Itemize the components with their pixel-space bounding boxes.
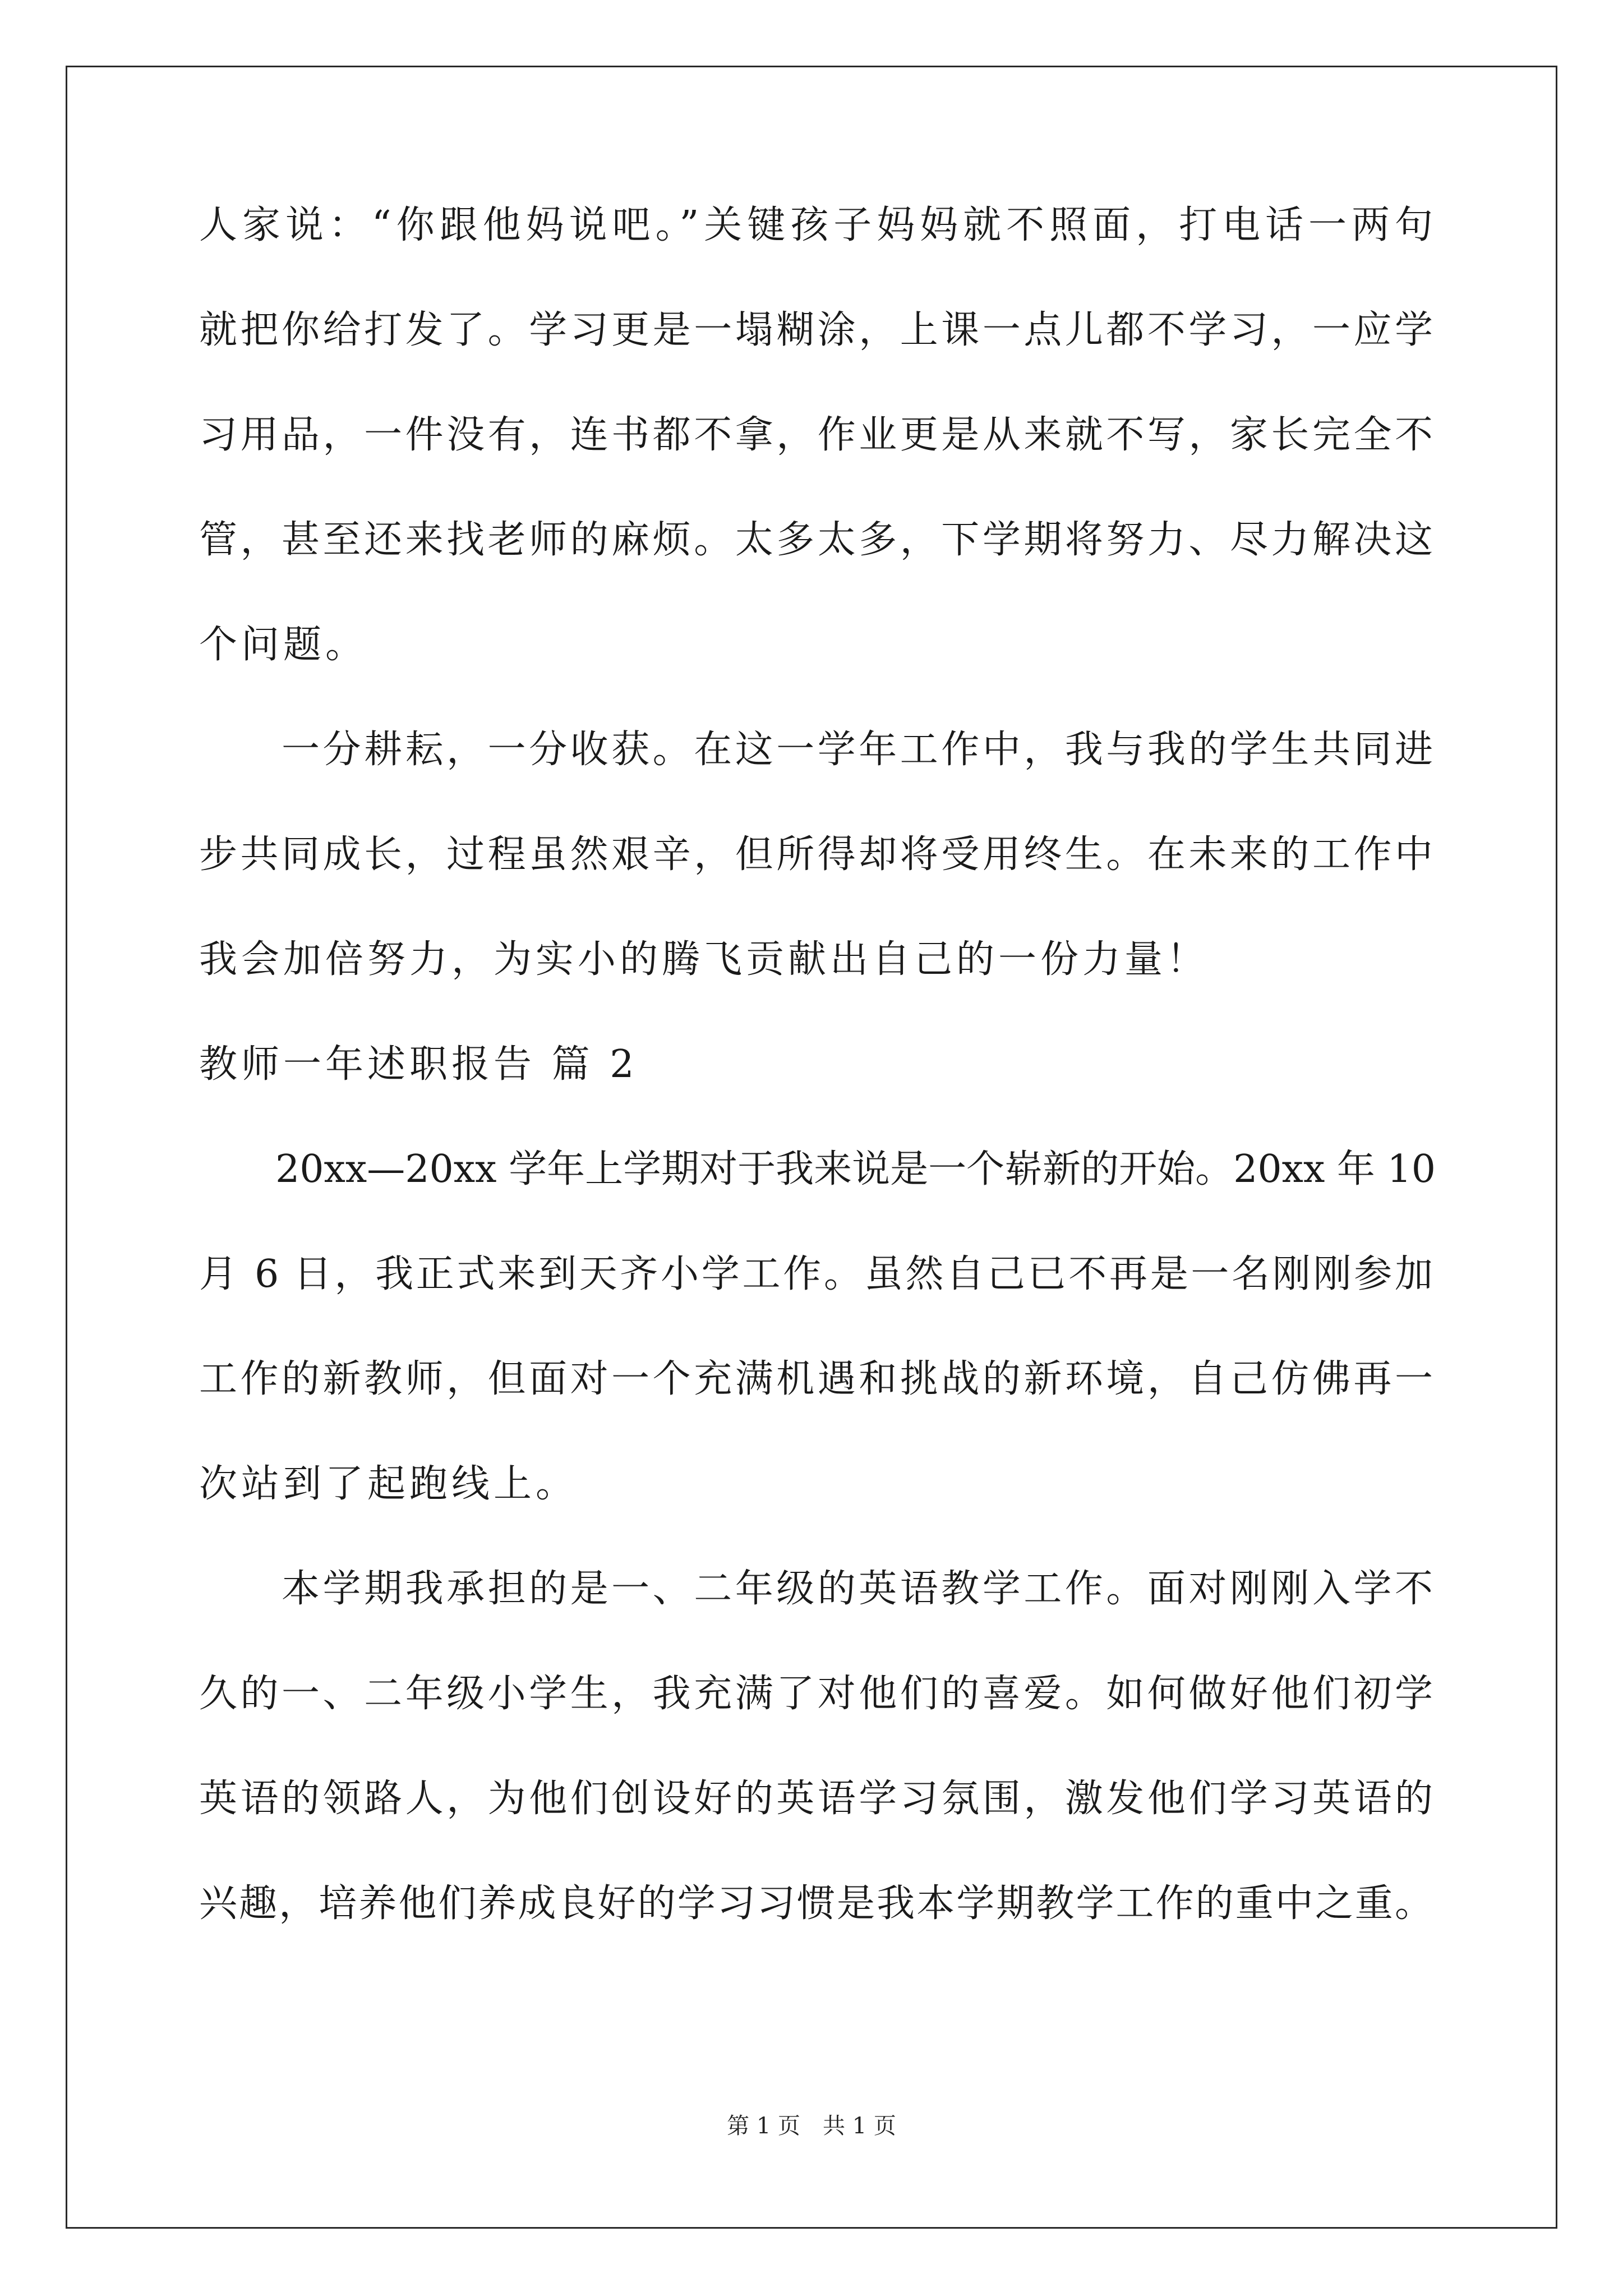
text-line: 本学期我承担的是一、二年级的英语教学工作。面对刚刚入学不	[199, 1567, 1433, 1611]
text-line: 人家说：“你跟他妈说吧。”关键孩子妈妈就不照面，打电话一两句	[199, 203, 1433, 247]
section-heading: 教师一年述职报告 篇 2	[199, 1042, 638, 1087]
page-number-footer: 第 1 页 共 1 页	[727, 2113, 896, 2139]
text-line: 英语的领路人，为他们创设好的英语学习氛围，激发他们学习英语的	[199, 1777, 1433, 1821]
text-line: 就把你给打发了。学习更是一塌糊涂，上课一点儿都不学习，一应学	[199, 308, 1433, 352]
text-line: 管，甚至还来找老师的麻烦。太多太多，下学期将努力、尽力解决这	[199, 518, 1433, 562]
text-line: 20xx—20xx 学年上学期对于我来说是一个崭新的开始。20xx 年 10	[199, 1147, 1436, 1191]
text-line: 月 6 日，我正式来到天齐小学工作。虽然自己已不再是一名刚刚参加	[199, 1252, 1433, 1296]
document-body	[199, 199, 1436, 1930]
text-line: 习用品，一件没有，连书都不拿，作业更是从来就不写，家长完全不	[199, 413, 1433, 457]
text-line: 我会加倍努力，为实小的腾飞贡献出自己的一份力量！	[199, 937, 1209, 982]
text-line: 工作的新教师，但面对一个充满机遇和挑战的新环境，自己仿佛再一	[199, 1357, 1433, 1401]
text-line: 次站到了起跑线上。	[199, 1462, 578, 1506]
text-line: 个问题。	[199, 623, 368, 667]
text-line: 一分耕耘，一分收获。在这一学年工作中，我与我的学生共同进	[199, 728, 1433, 772]
text-line: 久的一、二年级小学生，我充满了对他们的喜爱。如何做好他们初学	[199, 1672, 1433, 1716]
text-line: 步共同成长，过程虽然艰辛，但所得却将受用终生。在未来的工作中	[199, 832, 1433, 877]
text-line: 兴趣，培养他们养成良好的学习习惯是我本学期教学工作的重中之重。	[199, 1881, 1433, 1926]
